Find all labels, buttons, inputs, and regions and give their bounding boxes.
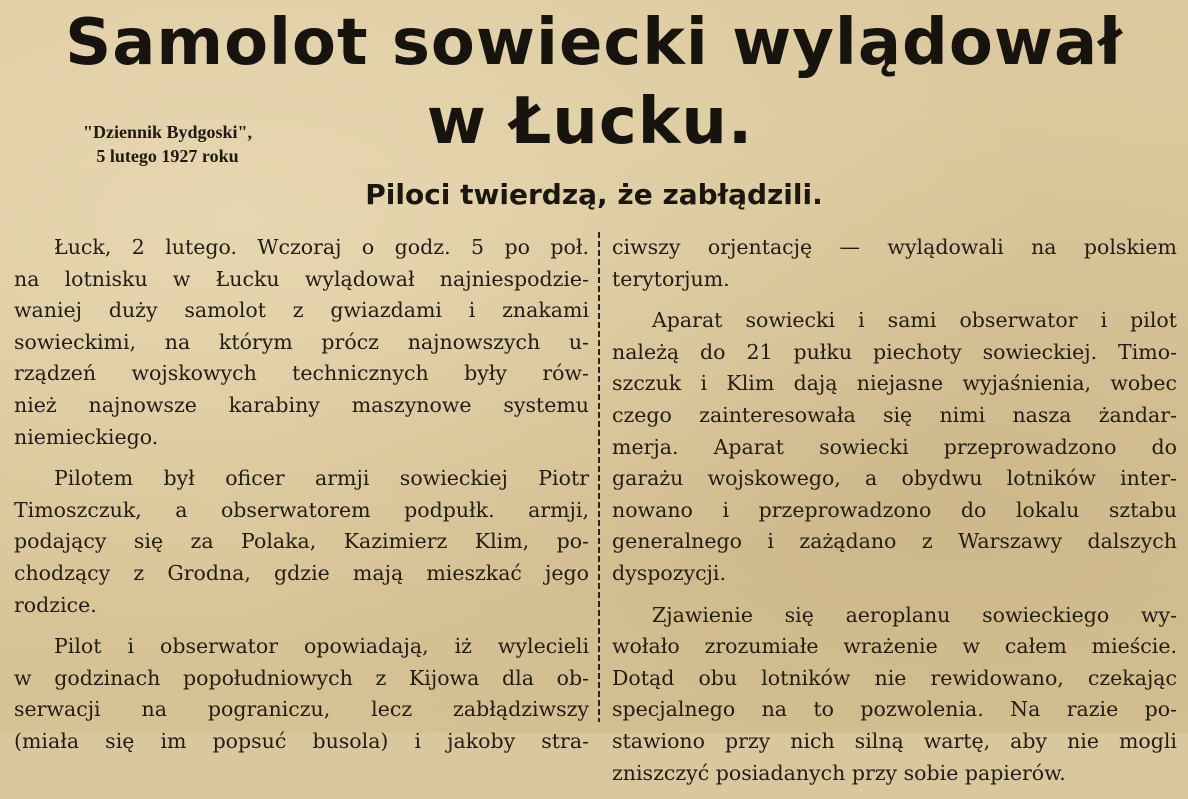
text-line: serwacji na pograniczu, lecz zabłądziwszy	[14, 697, 589, 722]
text-line: chodzący z Grodna, gdzie mają mieszkać jego	[14, 560, 589, 585]
source-attribution	[40, 120, 295, 168]
paragraph	[612, 600, 1177, 790]
subheadline: Piloci twierdzą, że zabłądzili.	[365, 178, 823, 211]
text-line: na lotnisku w Łucku wylądował najniespodzie-	[14, 266, 589, 291]
source-publication: "Dziennik Bydgoski",	[82, 122, 253, 142]
text-line: Aparat sowiecki i sami obserwator i pilot	[652, 308, 1177, 333]
headline-line-1: Samolot sowiecki wylądował	[65, 6, 1123, 80]
headline-line-2: w Łucku.	[426, 85, 754, 159]
text-line: szczuk i Klim dają niejasne wyjaśnienia, wobec	[612, 371, 1177, 396]
text-line: czego zainteresowała się nimi nasza żandar-	[612, 402, 1177, 427]
text-line: Zjawienie się aeroplanu sowieckiego wy-	[652, 602, 1177, 627]
text-line: merja. Aparat sowiecki przeprowadzono do	[612, 434, 1177, 459]
text-line: zniszczyć posiadanych przy sobie papierów.	[612, 760, 1066, 785]
text-line: terytorjum.	[612, 266, 730, 291]
text-line: Timoszczuk, a obserwatorem podpułk. armji,	[14, 497, 589, 522]
paragraph	[14, 463, 589, 621]
text-line: stawiono przy nich silną wartę, aby nie mogli	[612, 728, 1177, 753]
text-line: należą do 21 pułku piechoty sowieckiej. Timo-	[612, 339, 1177, 364]
column-divider	[598, 232, 600, 722]
text-line: rządzeń wojskowych technicznych były rów-	[14, 361, 589, 386]
text-line: nież najnowsze karabiny maszynowe systemu	[14, 392, 589, 417]
paragraph	[612, 305, 1177, 589]
text-line: Dotąd obu lotników nie rewidowano, czekając	[612, 665, 1177, 690]
article-column-left	[14, 232, 589, 768]
text-line: Pilot i obserwator opowiadają, iż wylecieli	[54, 634, 589, 659]
text-line: sowieckimi, na którym prócz najnowszych u-	[14, 329, 589, 354]
text-line: waniej duży samolot z gwiazdami i znakami	[14, 298, 589, 323]
text-line: garażu wojskowego, a obydwu lotników inter-	[612, 466, 1177, 491]
text-line: ciwszy orjentację — wylądowali na polskiem	[612, 235, 1177, 259]
text-line: w godzinach popołudniowych z Kijowa dla ob-	[14, 665, 589, 690]
paragraph	[612, 232, 1177, 295]
text-line: podający się za Polaka, Kazimierz Klim, po-	[14, 529, 589, 554]
article-column-right	[612, 232, 1177, 799]
source-date: 5 lutego 1927 roku	[96, 146, 239, 166]
text-line: wołało zrozumiałe wrażenie w całem mieście.	[612, 634, 1177, 659]
paragraph	[14, 631, 589, 757]
text-line: niemieckiego.	[14, 424, 159, 449]
text-line: Łuck, 2 lutego. Wczoraj o godz. 5 po poł.	[54, 235, 589, 259]
text-line: Pilotem był oficer armji sowieckiej Piotr	[54, 466, 589, 491]
text-line: generalnego i zażądano z Warszawy dalszych	[612, 529, 1177, 554]
text-line: specjalnego na to pozwolenia. Na razie po-	[612, 697, 1177, 722]
text-line: dyspozycji.	[612, 560, 726, 585]
text-line: (miała się im popsuć busola) i jakoby stra-	[14, 728, 589, 753]
text-line: rodzice.	[14, 592, 97, 617]
text-line: nowano i przeprowadzono do lokalu sztabu	[612, 497, 1177, 522]
paragraph	[14, 232, 589, 453]
